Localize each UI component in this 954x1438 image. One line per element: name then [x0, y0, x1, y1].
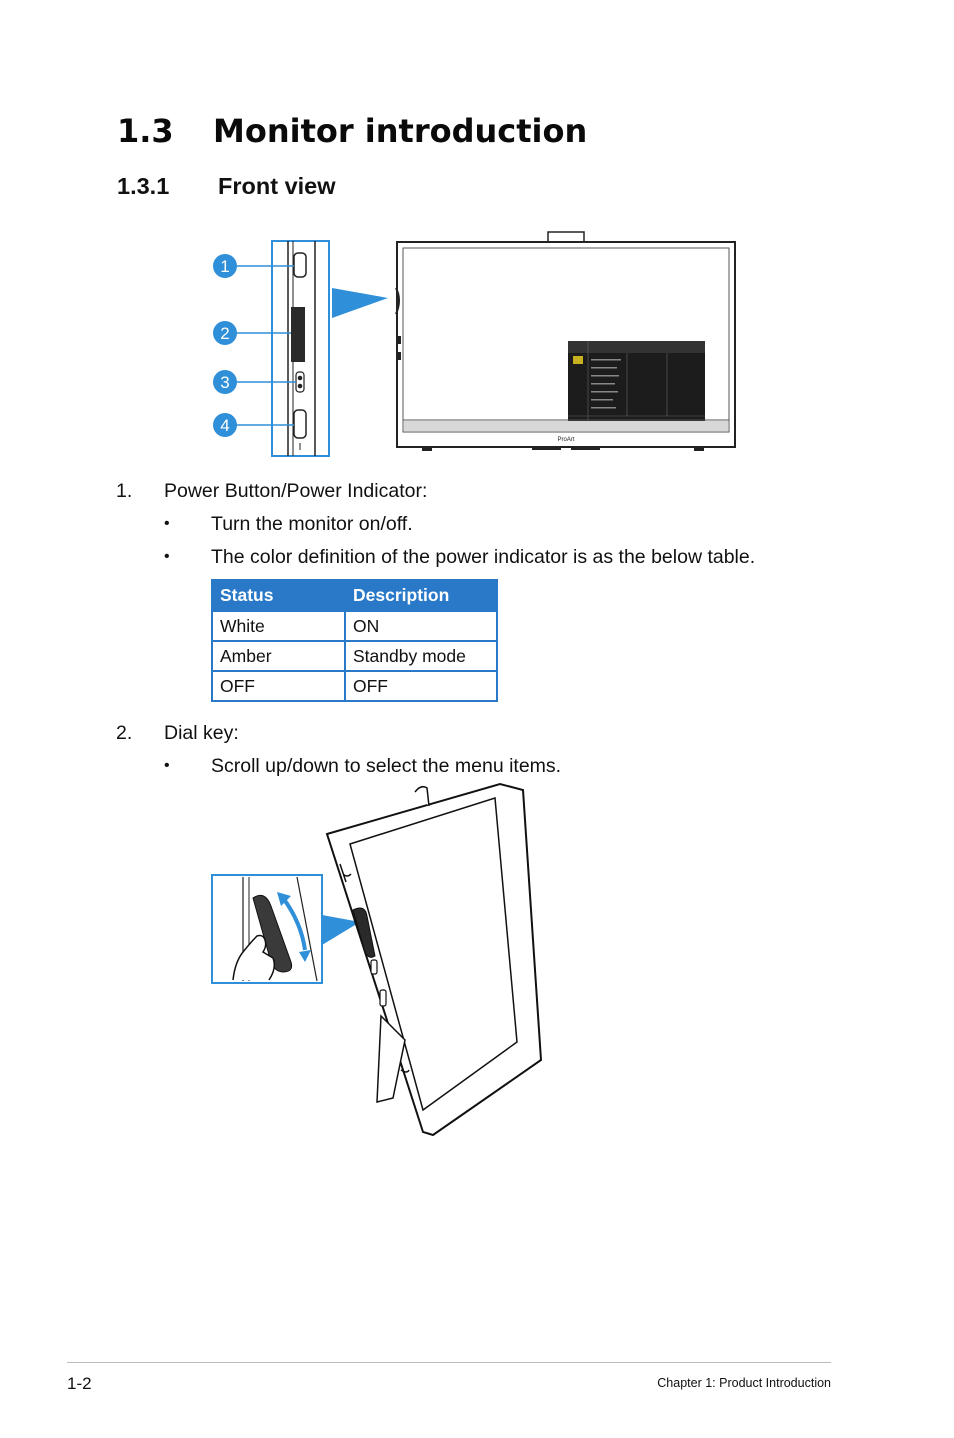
table-cell: Amber	[212, 641, 345, 671]
callout-2-label: 2	[220, 324, 230, 343]
table-row	[212, 671, 497, 701]
list-item-2-bullet-1: Scroll up/down to select the menu items.	[211, 755, 562, 777]
table-header-description: Description	[345, 580, 497, 611]
subsection-number: 1.3.1	[117, 173, 170, 199]
bullet-icon: •	[164, 757, 170, 774]
subsection-heading	[117, 173, 336, 200]
dial-key-figure	[205, 780, 545, 1140]
list-item-1-number: 1.	[116, 480, 133, 502]
power-button-illustration	[294, 253, 306, 277]
chapter-label: Chapter 1: Product Introduction	[657, 1376, 831, 1390]
callout-4	[213, 413, 237, 437]
callout-1	[213, 254, 237, 278]
table-row	[212, 641, 497, 671]
footer-divider	[67, 1362, 831, 1363]
dial-key-illustration	[291, 307, 305, 362]
callout-3	[213, 370, 237, 394]
table-row	[212, 611, 497, 641]
list-item-1-text: Power Button/Power Indicator:	[164, 480, 428, 502]
osd-menu-illustration	[568, 341, 705, 423]
list-item-1-bullet-1: Turn the monitor on/off.	[211, 513, 413, 535]
bullet-icon: •	[164, 548, 170, 565]
bullet-icon: •	[164, 515, 170, 532]
section-heading	[117, 112, 587, 150]
table-cell: Standby mode	[345, 641, 497, 671]
table-header-status: Status	[212, 580, 345, 611]
table-cell: OFF	[212, 671, 345, 701]
table-cell: OFF	[345, 671, 497, 701]
pointer-triangle	[332, 288, 388, 318]
subsection-title: Front view	[218, 173, 336, 199]
callout-3-label: 3	[220, 373, 230, 392]
page-number: 1-2	[67, 1374, 92, 1393]
power-indicator-table	[211, 579, 498, 702]
section-number: 1.3	[117, 112, 174, 150]
list-item-1-bullet-2: The color definition of the power indicator is as the below table.	[211, 546, 756, 568]
list-item-2-text: Dial key:	[164, 722, 239, 744]
table-cell: White	[212, 611, 345, 641]
table-header-row	[212, 580, 497, 611]
front-view-figure	[205, 228, 745, 463]
callout-4-label: 4	[220, 416, 230, 435]
callout-2	[213, 321, 237, 345]
callout-1-label: 1	[220, 257, 230, 276]
list-item-2-number: 2.	[116, 722, 133, 744]
brand-logo: ProArt	[557, 437, 575, 443]
table-cell: ON	[345, 611, 497, 641]
section-title: Monitor introduction	[213, 112, 588, 150]
